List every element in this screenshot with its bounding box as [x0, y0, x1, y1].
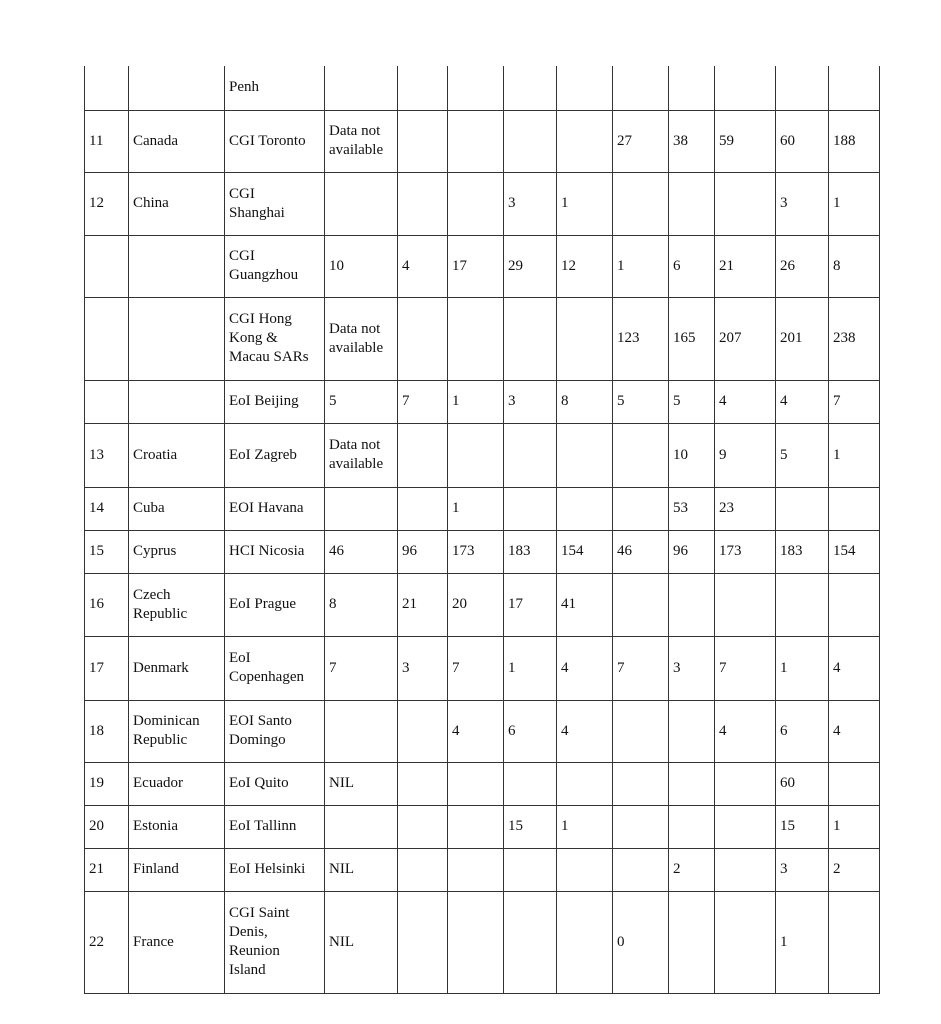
cell-col-5 — [398, 848, 448, 891]
cell-col-6 — [448, 66, 504, 110]
cell-col-7 — [504, 487, 557, 530]
cell-serial-no — [85, 380, 129, 423]
cell-col-4: Data not available — [325, 110, 398, 172]
cell-serial-no: 18 — [85, 700, 129, 762]
cell-col-12 — [776, 487, 829, 530]
table-row — [85, 530, 880, 573]
cell-country — [129, 297, 225, 380]
cell-mission: CGI Saint Denis, Reunion Island — [225, 891, 325, 993]
cell-col-4 — [325, 66, 398, 110]
cell-country: Dominican Republic — [129, 700, 225, 762]
cell-serial-no: 12 — [85, 172, 129, 235]
cell-col-4 — [325, 487, 398, 530]
cell-country: Finland — [129, 848, 225, 891]
cell-col-9: 7 — [613, 636, 669, 700]
cell-col-9 — [613, 762, 669, 805]
cell-serial-no: 16 — [85, 573, 129, 636]
table-row — [85, 235, 880, 297]
table-row — [85, 700, 880, 762]
cell-col-9 — [613, 805, 669, 848]
cell-country: Czech Republic — [129, 573, 225, 636]
cell-serial-no — [85, 66, 129, 110]
cell-col-10 — [669, 66, 715, 110]
cell-col-10 — [669, 573, 715, 636]
cell-col-7 — [504, 297, 557, 380]
cell-col-7 — [504, 848, 557, 891]
cell-col-9: 46 — [613, 530, 669, 573]
cell-col-9 — [613, 573, 669, 636]
cell-mission: EoI Tallinn — [225, 805, 325, 848]
table-row — [85, 573, 880, 636]
cell-mission: EoI Helsinki — [225, 848, 325, 891]
cell-serial-no — [85, 235, 129, 297]
cell-col-5 — [398, 297, 448, 380]
table-row — [85, 380, 880, 423]
cell-col-6: 173 — [448, 530, 504, 573]
cell-col-5 — [398, 487, 448, 530]
table-row — [85, 891, 880, 993]
cell-col-7 — [504, 762, 557, 805]
cell-col-9: 27 — [613, 110, 669, 172]
table-row — [85, 848, 880, 891]
cell-col-11 — [715, 848, 776, 891]
cell-country: Canada — [129, 110, 225, 172]
cell-col-7 — [504, 66, 557, 110]
cell-col-13: 154 — [829, 530, 880, 573]
cell-col-5 — [398, 762, 448, 805]
cell-col-6 — [448, 297, 504, 380]
cell-mission: EoI Beijing — [225, 380, 325, 423]
cell-col-8: 154 — [557, 530, 613, 573]
cell-col-5: 3 — [398, 636, 448, 700]
cell-mission: EoI Prague — [225, 573, 325, 636]
cell-col-11: 7 — [715, 636, 776, 700]
cell-col-13: 1 — [829, 805, 880, 848]
cell-col-13: 1 — [829, 172, 880, 235]
cell-col-11: 21 — [715, 235, 776, 297]
cell-col-5 — [398, 423, 448, 487]
cell-col-9 — [613, 487, 669, 530]
cell-col-6: 4 — [448, 700, 504, 762]
cell-col-7: 3 — [504, 380, 557, 423]
cell-col-8 — [557, 762, 613, 805]
cell-col-5: 21 — [398, 573, 448, 636]
cell-mission: CGI Guangzhou — [225, 235, 325, 297]
cell-col-12: 5 — [776, 423, 829, 487]
cell-col-13: 7 — [829, 380, 880, 423]
cell-col-10: 38 — [669, 110, 715, 172]
cell-country: Estonia — [129, 805, 225, 848]
cell-country — [129, 380, 225, 423]
cell-col-10: 6 — [669, 235, 715, 297]
cell-col-9: 1 — [613, 235, 669, 297]
cell-serial-no: 19 — [85, 762, 129, 805]
cell-col-11: 207 — [715, 297, 776, 380]
cell-col-4: 5 — [325, 380, 398, 423]
cell-col-13: 4 — [829, 636, 880, 700]
cell-country: Cyprus — [129, 530, 225, 573]
cell-col-11 — [715, 891, 776, 993]
table-row — [85, 636, 880, 700]
cell-col-6 — [448, 891, 504, 993]
cell-col-6: 1 — [448, 487, 504, 530]
cell-col-12: 3 — [776, 848, 829, 891]
table-row — [85, 805, 880, 848]
cell-col-8: 41 — [557, 573, 613, 636]
cell-country: Cuba — [129, 487, 225, 530]
cell-col-12: 26 — [776, 235, 829, 297]
table-row — [85, 172, 880, 235]
cell-col-10: 2 — [669, 848, 715, 891]
cell-serial-no: 22 — [85, 891, 129, 993]
cell-col-4 — [325, 700, 398, 762]
cell-col-10 — [669, 762, 715, 805]
cell-country: Denmark — [129, 636, 225, 700]
cell-col-8 — [557, 848, 613, 891]
cell-col-9: 123 — [613, 297, 669, 380]
cell-col-8 — [557, 110, 613, 172]
cell-serial-no: 20 — [85, 805, 129, 848]
cell-mission: Penh — [225, 66, 325, 110]
cell-col-4: NIL — [325, 762, 398, 805]
cell-col-9 — [613, 172, 669, 235]
cell-col-13 — [829, 762, 880, 805]
cell-mission: CGI Toronto — [225, 110, 325, 172]
cell-col-6 — [448, 848, 504, 891]
cell-col-5: 96 — [398, 530, 448, 573]
cell-col-11 — [715, 573, 776, 636]
cell-country — [129, 235, 225, 297]
cell-col-10 — [669, 700, 715, 762]
cell-col-13 — [829, 891, 880, 993]
cell-col-8: 1 — [557, 172, 613, 235]
cell-col-9 — [613, 848, 669, 891]
cell-col-11 — [715, 66, 776, 110]
cell-col-8 — [557, 66, 613, 110]
cell-col-8: 4 — [557, 636, 613, 700]
cell-col-5 — [398, 805, 448, 848]
cell-col-12 — [776, 66, 829, 110]
cell-col-10: 165 — [669, 297, 715, 380]
cell-col-10 — [669, 891, 715, 993]
cell-col-5 — [398, 172, 448, 235]
cell-col-12: 6 — [776, 700, 829, 762]
cell-col-13: 1 — [829, 423, 880, 487]
cell-col-7: 6 — [504, 700, 557, 762]
cell-serial-no: 21 — [85, 848, 129, 891]
cell-col-4 — [325, 172, 398, 235]
cell-col-12 — [776, 573, 829, 636]
cell-col-6: 7 — [448, 636, 504, 700]
cell-col-7 — [504, 110, 557, 172]
cell-mission: EoI Zagreb — [225, 423, 325, 487]
data-table — [84, 66, 880, 994]
cell-col-4: 8 — [325, 573, 398, 636]
cell-mission: CGI Shanghai — [225, 172, 325, 235]
cell-col-12: 1 — [776, 636, 829, 700]
cell-col-4: 46 — [325, 530, 398, 573]
cell-col-4: 7 — [325, 636, 398, 700]
cell-col-13: 188 — [829, 110, 880, 172]
cell-mission: CGI Hong Kong & Macau SARs — [225, 297, 325, 380]
cell-mission: EoI Quito — [225, 762, 325, 805]
cell-serial-no: 13 — [85, 423, 129, 487]
cell-col-12: 183 — [776, 530, 829, 573]
cell-col-7 — [504, 423, 557, 487]
cell-col-8 — [557, 297, 613, 380]
cell-col-13: 8 — [829, 235, 880, 297]
cell-col-10 — [669, 172, 715, 235]
cell-col-12: 60 — [776, 762, 829, 805]
cell-country — [129, 66, 225, 110]
cell-col-7: 29 — [504, 235, 557, 297]
cell-col-7: 15 — [504, 805, 557, 848]
cell-col-4: NIL — [325, 848, 398, 891]
cell-col-5: 7 — [398, 380, 448, 423]
cell-col-6: 17 — [448, 235, 504, 297]
cell-col-10: 3 — [669, 636, 715, 700]
cell-col-5 — [398, 110, 448, 172]
cell-col-4 — [325, 805, 398, 848]
cell-col-13 — [829, 487, 880, 530]
cell-col-10 — [669, 805, 715, 848]
cell-col-12: 1 — [776, 891, 829, 993]
cell-col-11: 59 — [715, 110, 776, 172]
cell-col-10: 10 — [669, 423, 715, 487]
cell-col-13 — [829, 573, 880, 636]
table-row — [85, 297, 880, 380]
cell-col-11: 4 — [715, 700, 776, 762]
cell-col-11: 173 — [715, 530, 776, 573]
cell-col-13 — [829, 66, 880, 110]
cell-col-13: 4 — [829, 700, 880, 762]
cell-mission: HCI Nicosia — [225, 530, 325, 573]
cell-col-8 — [557, 487, 613, 530]
cell-col-13: 2 — [829, 848, 880, 891]
cell-serial-no — [85, 297, 129, 380]
cell-col-12: 60 — [776, 110, 829, 172]
cell-col-13: 238 — [829, 297, 880, 380]
cell-col-11: 4 — [715, 380, 776, 423]
cell-serial-no: 11 — [85, 110, 129, 172]
cell-serial-no: 17 — [85, 636, 129, 700]
cell-col-12: 3 — [776, 172, 829, 235]
cell-col-6 — [448, 762, 504, 805]
cell-col-12: 15 — [776, 805, 829, 848]
cell-country: Ecuador — [129, 762, 225, 805]
cell-col-9 — [613, 700, 669, 762]
cell-col-8 — [557, 891, 613, 993]
cell-col-9 — [613, 423, 669, 487]
cell-serial-no: 14 — [85, 487, 129, 530]
cell-col-10: 96 — [669, 530, 715, 573]
cell-col-6: 20 — [448, 573, 504, 636]
table-row — [85, 487, 880, 530]
cell-country: France — [129, 891, 225, 993]
cell-col-6 — [448, 805, 504, 848]
cell-col-10: 5 — [669, 380, 715, 423]
cell-col-8: 4 — [557, 700, 613, 762]
cell-col-8: 8 — [557, 380, 613, 423]
cell-col-6 — [448, 423, 504, 487]
cell-mission: EOI Havana — [225, 487, 325, 530]
cell-col-5 — [398, 66, 448, 110]
cell-col-11: 23 — [715, 487, 776, 530]
cell-col-6: 1 — [448, 380, 504, 423]
table-row — [85, 110, 880, 172]
cell-col-5: 4 — [398, 235, 448, 297]
cell-mission: EoI Copenhagen — [225, 636, 325, 700]
cell-col-4: 10 — [325, 235, 398, 297]
cell-col-8 — [557, 423, 613, 487]
cell-col-9: 5 — [613, 380, 669, 423]
table-row — [85, 423, 880, 487]
table-row — [85, 66, 880, 110]
cell-col-11: 9 — [715, 423, 776, 487]
cell-col-8: 12 — [557, 235, 613, 297]
cell-col-7 — [504, 891, 557, 993]
cell-col-9 — [613, 66, 669, 110]
cell-col-6 — [448, 172, 504, 235]
cell-col-10: 53 — [669, 487, 715, 530]
table-body — [85, 66, 880, 993]
cell-col-4: Data not available — [325, 423, 398, 487]
cell-mission: EOI Santo Domingo — [225, 700, 325, 762]
cell-col-8: 1 — [557, 805, 613, 848]
cell-col-4: Data not available — [325, 297, 398, 380]
cell-col-7: 3 — [504, 172, 557, 235]
cell-col-5 — [398, 891, 448, 993]
cell-serial-no: 15 — [85, 530, 129, 573]
cell-col-11 — [715, 805, 776, 848]
cell-col-6 — [448, 110, 504, 172]
cell-col-5 — [398, 700, 448, 762]
cell-col-12: 4 — [776, 380, 829, 423]
cell-col-7: 17 — [504, 573, 557, 636]
cell-col-4: NIL — [325, 891, 398, 993]
cell-col-11 — [715, 172, 776, 235]
cell-col-9: 0 — [613, 891, 669, 993]
cell-col-12: 201 — [776, 297, 829, 380]
cell-col-7: 1 — [504, 636, 557, 700]
table-row — [85, 762, 880, 805]
cell-country: Croatia — [129, 423, 225, 487]
cell-country: China — [129, 172, 225, 235]
cell-col-7: 183 — [504, 530, 557, 573]
cell-col-11 — [715, 762, 776, 805]
